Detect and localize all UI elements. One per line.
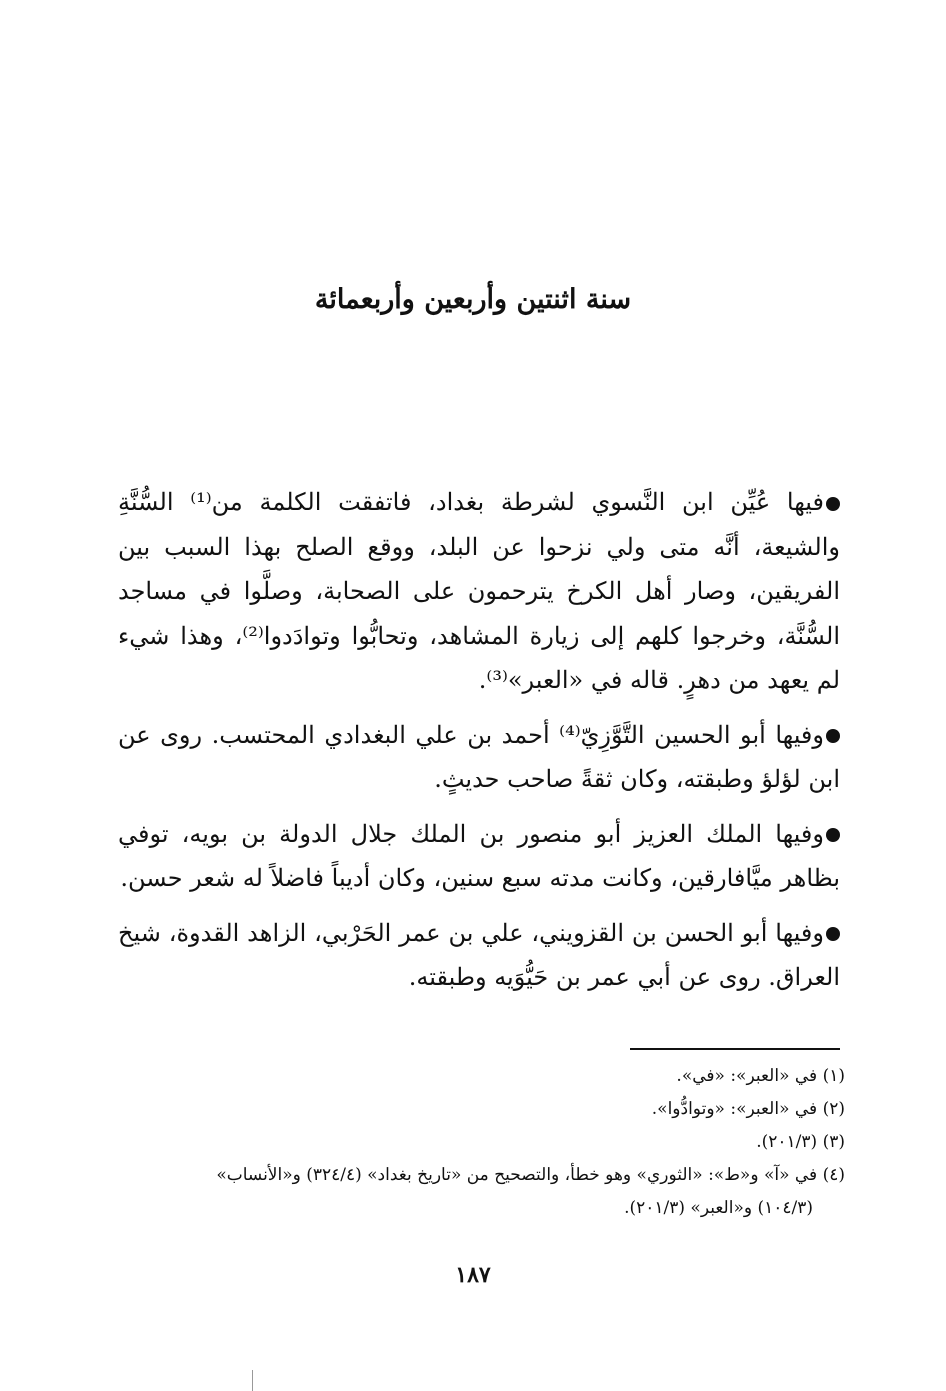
footnote-4-continued: (١٠٤/٣) و«العبر» (٢٠١/٣). [624, 1198, 813, 1218]
scan-gutter-line [252, 1370, 253, 1391]
page-number: ١٨٧ [455, 1262, 491, 1288]
bullet-icon [826, 497, 840, 511]
main-text [118, 480, 840, 1010]
bullet-icon [826, 927, 840, 941]
paragraph-text: فيها عُيِّن ابن النَّسوي لشرطة بغداد، فاتفقت الكلمة من⁽¹⁾ السُّنَّةِ والشيعة، أنَّه متى ولي نزحوا عن البلد، ووقع الصلح بهذا السبب بين الفريقين، وصار أهل الكرخ يترحمون على الصحابة، وصلَّوا في مساجد السُّنَّة، وخرجوا كلهم إلى زيارة المشاهد، وتحابُّوا وتوادَدوا⁽²⁾، وهذا شيء لم يعهد من دهرٍ. قاله في «العبر»⁽³⁾. [118, 488, 841, 694]
bullet-icon [826, 729, 840, 743]
footnote-1: (١) في «العبر»: «في». [676, 1066, 845, 1086]
footnote-divider [630, 1048, 840, 1050]
footnotes [118, 1060, 845, 1225]
footnote-3: (٣) (٢٠١/٣). [756, 1132, 845, 1152]
paragraph-text: وفيها الملك العزيز أبو منصور بن الملك جلال الدولة بن بويه، توفي بظاهر ميَّافارقين، وكانت مدته سبع سنين، وكان أديباً فاضلاً له شعر حسن. [118, 819, 840, 892]
chapter-title: سنة اثنتين وأربعين وأربعمائة [314, 284, 632, 315]
paragraph [118, 480, 840, 703]
paragraph-text: وفيها أبو الحسن بن القزويني، علي بن عمر الحَرْبي، الزاهد القدوة، شيخ العراق. روى عن أبي عمر بن حَيُّوَيه وطبقته. [118, 918, 840, 991]
paragraph [118, 713, 840, 802]
footnote-2: (٢) في «العبر»: «وتوادُّوا». [651, 1099, 845, 1119]
bullet-icon [826, 828, 840, 842]
footnote-4: (٤) في «آ» و«ط»: «الثوري» وهو خطأ، والتصحيح من «تاريخ بغداد» (٣٢٤/٤) و«الأنساب» [216, 1165, 845, 1185]
paragraph [118, 911, 840, 1000]
paragraph [118, 812, 840, 901]
paragraph-text: وفيها أبو الحسين التَّوَّزِيّ⁽⁴⁾ أحمد بن علي البغدادي المحتسب. روى عن ابن لؤلؤ وطبقته، وكان ثقةً صاحب حديثٍ. [118, 720, 840, 793]
